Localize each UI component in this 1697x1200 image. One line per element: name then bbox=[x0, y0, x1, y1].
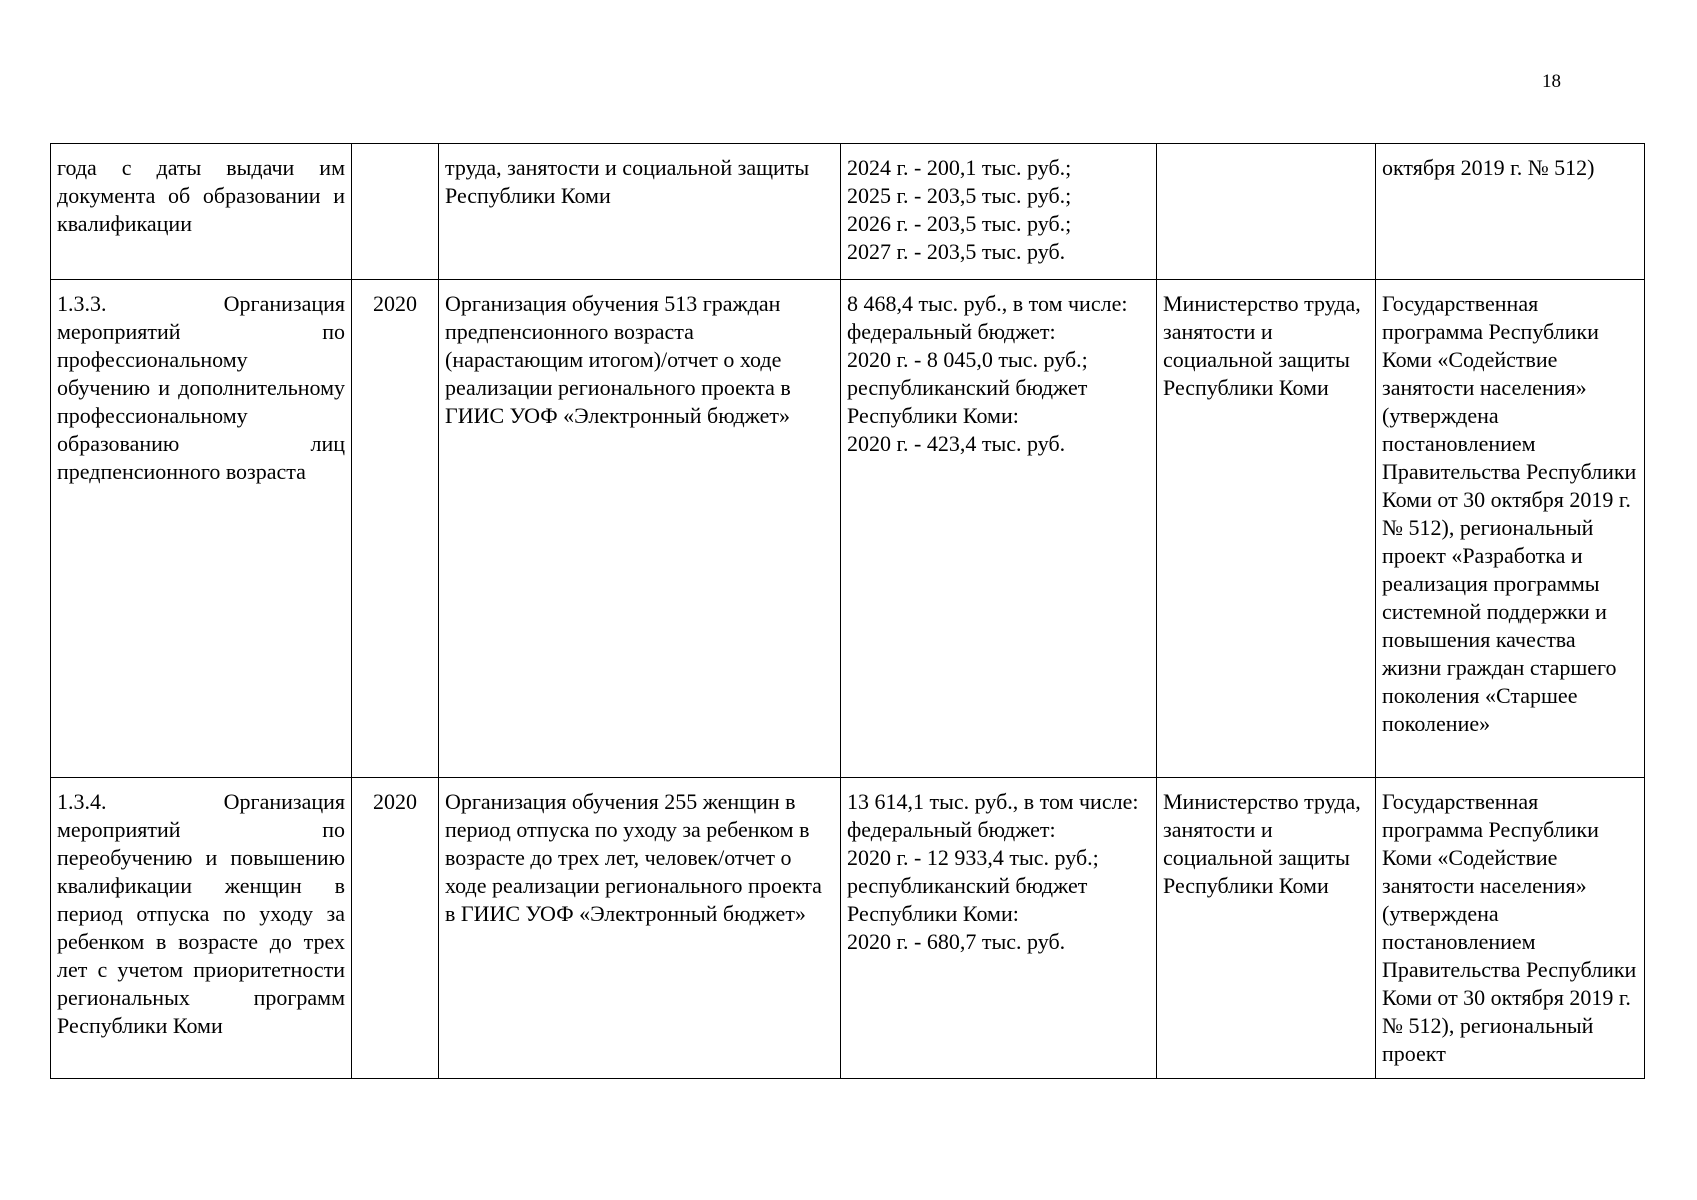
page-number: 18 bbox=[1542, 71, 1561, 92]
responsible-cell bbox=[1157, 144, 1376, 280]
funding-cell bbox=[841, 144, 1157, 280]
activity-name-cell: года с даты выдачи им документа об образовании и квалификации bbox=[51, 144, 352, 280]
table-row bbox=[51, 144, 1645, 280]
year-cell: 2020 bbox=[352, 280, 439, 778]
funding-line: федеральный бюджет: bbox=[847, 817, 1056, 842]
responsible-cell: Министерство труда, занятости и социальной защиты Республики Коми bbox=[1157, 778, 1376, 1079]
funding-line: 2020 г. - 8 045,0 тыс. руб.; bbox=[847, 347, 1088, 372]
funding-line: 2026 г. - 203,5 тыс. руб.; bbox=[847, 211, 1072, 236]
funding-line: республиканский бюджет Республики Коми: bbox=[847, 873, 1088, 926]
activity-name-cell: 1.3.4. Организация мероприятий по переобучению и повышению квалификации женщин в период отпуска по уходу за ребенком в возрасте до трех лет с учетом приоритетности региональных программ Республики Коми bbox=[51, 778, 352, 1079]
funding-cell bbox=[841, 778, 1157, 1079]
result-cell: Организация обучения 513 граждан предпенсионного возраста (нарастающим итогом)/отчет о ходе реализации регионального проекта в ГИИС УОФ «Электронный бюджет» bbox=[439, 280, 841, 778]
activity-name-cell: 1.3.3. Организация мероприятий по профессиональному обучению и дополнительному профессиональному образованию лиц предпенсионного возраста bbox=[51, 280, 352, 778]
funding-line: 8 468,4 тыс. руб., в том числе: bbox=[847, 291, 1128, 316]
document-cell: Государственная программа Республики Коми «Содействие занятости населения» (утверждена постановлением Правительства Республики Коми от 30 октября 2019 г. № 512), региональный проект bbox=[1376, 778, 1645, 1079]
document-cell: октября 2019 г. № 512) bbox=[1376, 144, 1645, 280]
year-cell: 2020 bbox=[352, 778, 439, 1079]
document-cell: Государственная программа Республики Коми «Содействие занятости населения» (утверждена постановлением Правительства Республики Коми от 30 октября 2019 г. № 512), региональный проект «Разработка и реализация программы системной поддержки и повышения качества жизни граждан старшего поколения «Старшее поколение» bbox=[1376, 280, 1645, 778]
funding-line: 2020 г. - 680,7 тыс. руб. bbox=[847, 929, 1066, 954]
funding-cell bbox=[841, 280, 1157, 778]
responsible-cell: Министерство труда, занятости и социальной защиты Республики Коми bbox=[1157, 280, 1376, 778]
activities-table bbox=[50, 143, 1645, 1079]
funding-line: 13 614,1 тыс. руб., в том числе: bbox=[847, 789, 1139, 814]
result-cell: Организация обучения 255 женщин в период отпуска по уходу за ребенком в возрасте до трех лет, человек/отчет о ходе реализации регионального проекта в ГИИС УОФ «Электронный бюджет» bbox=[439, 778, 841, 1079]
table-row bbox=[51, 280, 1645, 778]
funding-line: 2027 г. - 203,5 тыс. руб. bbox=[847, 239, 1066, 264]
funding-line: федеральный бюджет: bbox=[847, 319, 1056, 344]
funding-line: 2024 г. - 200,1 тыс. руб.; bbox=[847, 155, 1072, 180]
table-row bbox=[51, 778, 1645, 1079]
funding-line: республиканский бюджет Республики Коми: bbox=[847, 375, 1088, 428]
funding-line: 2025 г. - 203,5 тыс. руб.; bbox=[847, 183, 1072, 208]
funding-line: 2020 г. - 12 933,4 тыс. руб.; bbox=[847, 845, 1099, 870]
funding-line: 2020 г. - 423,4 тыс. руб. bbox=[847, 431, 1066, 456]
year-cell bbox=[352, 144, 439, 280]
result-cell: труда, занятости и социальной защиты Республики Коми bbox=[439, 144, 841, 280]
